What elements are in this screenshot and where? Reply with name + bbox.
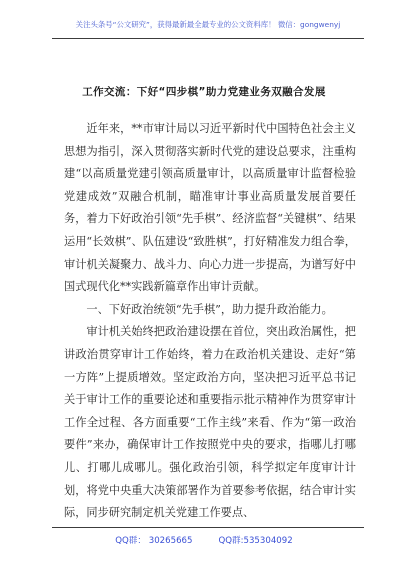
- document-body: [64, 118, 356, 525]
- footer-qq-group-2: QQ群:535304092: [218, 536, 293, 546]
- footer-qq-group-1: QQ群： 30265665: [115, 536, 193, 546]
- page-header: 关注头条号“公文研究”，获得最新最全最专业的公文资料库！ 微信：gongwenyj: [75, 20, 341, 29]
- paragraph-intro: 近年来，**市审计局以习近平新时代中国特色社会主义思想为指引，深入贯彻落实新时代党的建设总要求，注重构建“以高质量党建引领高质量审计，以高质量审计监督检验党建成效”双融合机制，瞄准审计事业高质量发展首要任务，着力下好政治引领“先手棋”、经济监督“关键棋”、结果运用“长效棋”、队伍建设“致胜棋”，打好精准发力组合拳，审计机关凝聚力、战斗力、向心力进一步提高，为谱写好中国式现代化**实践新篇章作出审计贡献。: [64, 122, 356, 294]
- footer-divider: [52, 527, 364, 528]
- header-divider: [52, 38, 364, 39]
- document-title: 工作交流：下好“四步棋”助力党建业务双融合发展: [82, 86, 326, 98]
- paragraph-section-body: 审计机关始终把政治建设摆在首位，突出政治属性，把讲政治贯穿审计工作始终，着力在政治机关建设、走好“第一方阵”上提质增效。坚定政治方向，坚决把习近平总书记关于审计工作的重要论述和重要指示批示精神作为贯穿审计工作全过程、各方面重要“工作主线”来看、作为“第一政治要件”来办，确保审计工作按照党中央的要求，指哪儿打哪儿、打哪儿成哪儿。强化政治引领，科学拟定年度审计计划，将党中央重大决策部署作为首要参考依据，结合审计实际，同步研究制定机关党建工作要点、: [64, 325, 356, 520]
- page-footer: [0, 534, 408, 546]
- paragraph-section-heading: 一、下好政治统领“先手棋”，助力提升政治能力。: [86, 302, 333, 316]
